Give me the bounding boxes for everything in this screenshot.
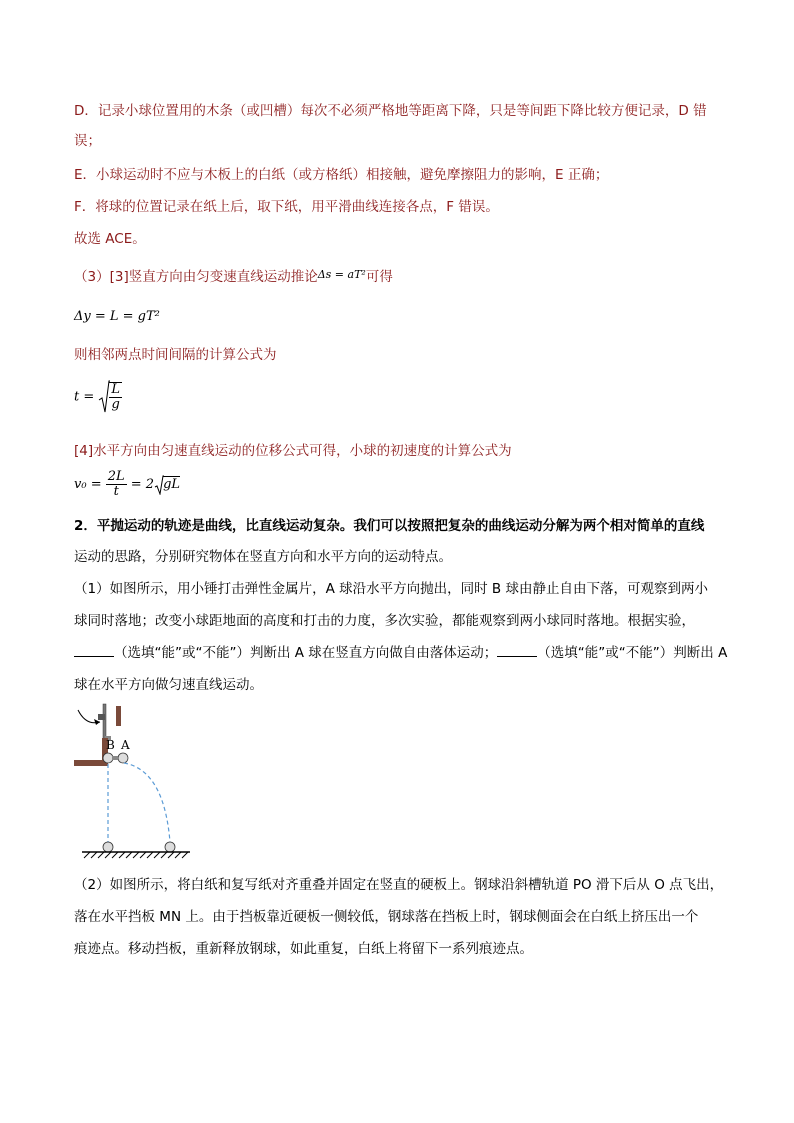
question-2-line-2: 运动的思路，分别研究物体在竖直方向和水平方向的运动特点。 [74,549,452,565]
part3-prefix: （3）[3]竖直方向由匀变速直线运动推论 [74,269,318,285]
eq3-denominator: t [113,484,119,499]
question-2-line-1: 2．平抛运动的轨迹是曲线，比直线运动复杂。我们可以按照把复杂的曲线运动分解为两个相对简单的直线 [74,518,705,534]
eq2-fraction [109,382,122,412]
trajectory-a [124,763,170,842]
ball-b-label: B [106,738,115,752]
equation-delta-y: Δy = L = gT² [74,309,160,324]
part3-formula: Δs = aT² [317,268,366,281]
question-2-2-line-3: 痕迹点。移动挡板，重新释放钢球，如此重复，白纸上将留下一系列痕迹点。 [74,941,533,957]
option-d-line-2: 误； [74,133,101,149]
question-2-1-line-4: 球在水平方向做匀速直线运动。 [74,677,263,693]
interval-text: 则相邻两点时间间隔的计算公式为 [74,347,277,363]
eq2-numerator: L [111,382,121,397]
equation-v0 [74,470,180,499]
part3-suffix: 可得 [365,269,393,285]
option-e-line: E．小球运动时不应与木板上的白纸（或方格纸）相接触，避免摩擦阻力的影响，E 正确； [74,167,609,183]
q2-1-line3b: （选填“能”或“不能”）判断出 A [537,645,728,661]
option-d-line-1: D．记录小球位置用的木条（或凹槽）每次不必须严格地等距离下降，只是等间距下降比较方便记录，D 错 [74,103,707,119]
option-f-line: F．将球的位置记录在纸上后，取下纸，用平滑曲线连接各点，F 错误。 [74,199,499,215]
question-2-2-line-1: （2）如图所示，将白纸和复写纸对齐重叠并固定在竖直的硬板上。钢球沿斜槽轨道 PO 滑下后从 O 点飞出， [74,877,724,893]
eq3-rhs: = 2 [130,477,155,492]
eq3-root: gL [163,477,181,492]
ground-hatch [84,852,188,858]
part4-line: [4]水平方向由匀速直线运动的位移公式可得，小球的初速度的计算公式为 [74,443,512,459]
answer-blank-1[interactable] [74,644,114,657]
equation-t [74,380,122,414]
hammer-handle [103,704,106,740]
stand-rod [116,706,121,726]
question-2-1-line-2: 球同时落地；改变小球距地面的高度和打击的力度，多次实验，都能观察到两小球同时落地。根据实验， [74,613,695,629]
ball-a-label: A [121,738,130,752]
ball-a [118,753,128,763]
answer-choice: 故选 ACE。 [74,231,146,247]
part3-line [74,266,393,286]
eq2-lhs: t = [74,389,95,405]
eq3-numerator: 2L [107,469,125,484]
eq2-denominator: g [111,397,120,412]
experiment-figure [72,700,202,862]
eq3-lhs: v₀ = [74,477,102,492]
question-2-2-line-2: 落在水平挡板 MN 上。由于挡板靠近硬板一侧较低，钢球落在挡板上时，钢球侧面会在白纸上挤压出一个 [74,909,699,925]
eq3-fraction [106,470,127,499]
question-2-1-line-1: （1）如图所示，用小锤打击弹性金属片，A 球沿水平方向抛出，同时 B 球由静止自由下落，可观察到两小 [74,581,708,597]
question-2-1-line-3 [74,644,727,662]
q2-1-line3a: （选填“能”或“不能”）判断出 A 球在竖直方向做自由落体运动； [114,645,498,661]
answer-blank-2[interactable] [497,644,537,657]
platform-base [74,760,108,766]
ball-b [103,753,113,763]
